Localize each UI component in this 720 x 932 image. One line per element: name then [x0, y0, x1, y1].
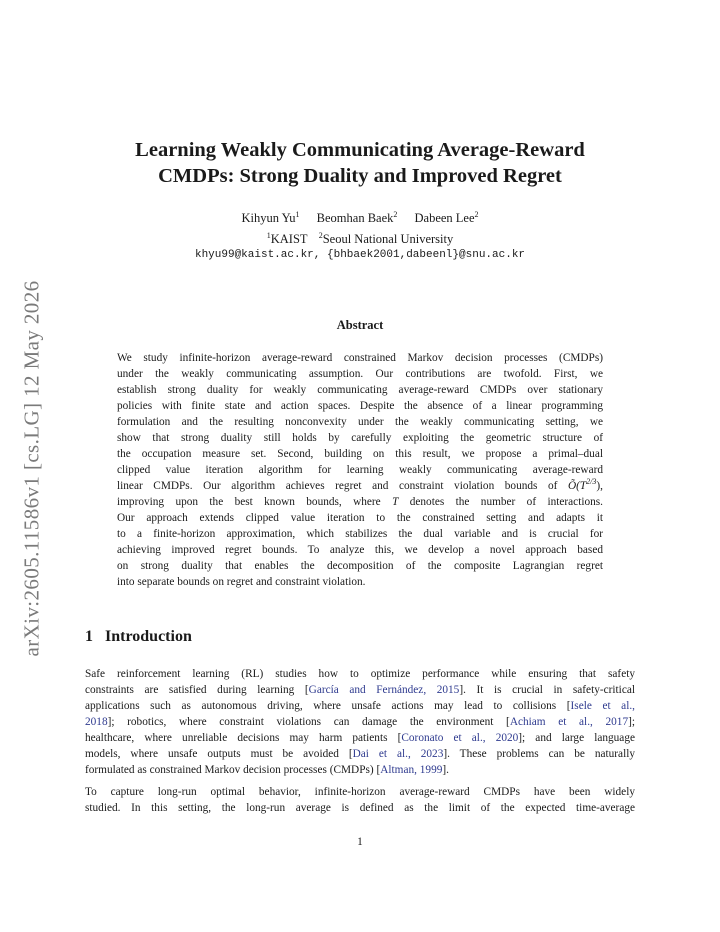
- intro-text: ];: [628, 716, 635, 728]
- title-line-2: CMDPs: Strong Duality and Improved Regret: [158, 165, 562, 187]
- intro-paragraph-1: [85, 666, 635, 778]
- abstract-line: improving upon the best known bounds, where T denotes the number of interactions.: [117, 496, 603, 508]
- page-number: 1: [357, 836, 363, 848]
- intro-text: ]; robotics, where constraint violations can damage the environment [: [107, 716, 510, 728]
- abstract-line: on strong duality that enables the decomposition of the composite Lagrangian regret: [117, 560, 603, 572]
- citation-link[interactable]: Achiam et al., 2017: [509, 716, 629, 728]
- abstract-line: policies with finite state and action spaces. Despite the absence of a linear programming: [117, 400, 603, 412]
- citation-link[interactable]: Isele et al.,: [570, 700, 635, 712]
- intro-line: [85, 762, 635, 778]
- intro-line: [85, 784, 635, 800]
- intro-text: Safe reinforcement learning (RL) studies how to optimize performance while ensuring that safety: [85, 668, 635, 680]
- intro-text: ]; and large language: [518, 732, 635, 744]
- intro-text: healthcare, where unreliable decisions may harm patients [: [85, 732, 402, 744]
- abstract-line: clipped value iteration algorithm for learning weakly communicating average-reward: [117, 464, 603, 476]
- intro-text: applications such as autonomous driving, where unsafe actions may lead to collisions [: [85, 700, 571, 712]
- regret-bound-math: $Õ(T^{2/3}$: [567, 477, 597, 492]
- citation-link[interactable]: 2018: [85, 716, 108, 728]
- section-title: Introduction: [105, 628, 192, 645]
- abstract-line: to a finite-horizon approximation, which stabilizes the dual variable and is crucial for: [117, 528, 603, 540]
- citation-link[interactable]: Altman, 1999: [380, 764, 443, 776]
- intro-text: constraints are satisfied during learning [: [85, 684, 309, 696]
- intro-line: [85, 698, 635, 714]
- affiliation: $^1$KAIST: [266, 230, 308, 246]
- intro-text: To capture long-run optimal behavior, infinite-horizon average-reward CMDPs have been widely: [85, 786, 635, 798]
- section-number: 1: [85, 628, 93, 645]
- author: Beomhan Baek$^2$: [316, 209, 398, 225]
- intro-line: [85, 682, 635, 698]
- intro-text: formulated as constrained Markov decision processes (CMDPs) [: [85, 764, 381, 776]
- author-emails: khyu99@kaist.ac.kr, {bhbaek2001,dabeenl}@snu.ac.kr: [194, 249, 526, 261]
- intro-line: [85, 714, 635, 730]
- intro-paragraph-2: [85, 784, 635, 816]
- author-list: [80, 210, 640, 226]
- author: Dabeen Lee$^2$: [414, 209, 479, 225]
- abstract-line: into separate bounds on regret and constraint violation.: [117, 576, 366, 588]
- intro-line: [85, 730, 635, 746]
- intro-text: ].: [442, 764, 449, 776]
- intro-line: [85, 666, 635, 682]
- abstract-line: establish strong duality for weakly communicating average-reward CMDPs over stationary: [117, 384, 603, 396]
- intro-text: ]. These problems can be naturally: [443, 748, 635, 760]
- abstract-line: Our approach extends clipped value iteration to the constrained setting and adapts it: [117, 512, 603, 524]
- citation-link[interactable]: García and Fernández, 2015: [308, 684, 460, 696]
- affiliation: $^2$Seoul National University: [318, 230, 454, 246]
- intro-line: [85, 800, 635, 816]
- intro-text: models, where unsafe outputs must be avoided [: [85, 748, 353, 760]
- affiliation-list: [80, 232, 640, 247]
- abstract-line: under the weakly communicating assumption. Our contributions are twofold. First, we: [117, 368, 603, 380]
- section-heading: [85, 628, 192, 646]
- abstract-line: the occupation measure set. Second, building on this result, we propose a primal–dual: [117, 448, 603, 460]
- abstract-line: show that strong duality still holds by carefully exploiting the geometric structure of: [117, 432, 603, 444]
- abstract-line: achieving improved regret bounds. To analyze this, we develop a novel approach based: [117, 544, 603, 556]
- paper-title: [80, 137, 640, 189]
- abstract-line: linear CMDPs. Our algorithm achieves regret and constraint violation bounds of $Õ(T^{2/3})$,: [117, 477, 603, 492]
- abstract-line: formulation and the resulting nonconvexity under the weakly communicating setting, we: [117, 416, 603, 428]
- abstract-line: We study infinite-horizon average-reward constrained Markov decision processes (CMDPs): [117, 352, 603, 364]
- intro-line: [85, 746, 635, 762]
- title-line-1: Learning Weakly Communicating Average-Reward: [135, 139, 585, 161]
- abstract-body: [117, 350, 603, 590]
- citation-link[interactable]: Coronato et al., 2020: [401, 732, 519, 744]
- abstract-heading: Abstract: [336, 318, 384, 332]
- citation-link[interactable]: Dai et al., 2023: [352, 748, 444, 760]
- intro-text: studied. In this setting, the long-run average is defined as the limit of the expected time-average: [85, 802, 635, 814]
- math-variable-t: T: [392, 496, 399, 508]
- arxiv-sidebar-stamp: [18, 258, 46, 678]
- author: Kihyun Yu$^1$: [241, 209, 300, 225]
- introduction-body: [85, 666, 635, 816]
- intro-text: ]. It is crucial in safety-critical: [459, 684, 635, 696]
- arxiv-identifier: arXiv:2605.11586v1 [cs.LG] 12 May 2026: [19, 279, 44, 657]
